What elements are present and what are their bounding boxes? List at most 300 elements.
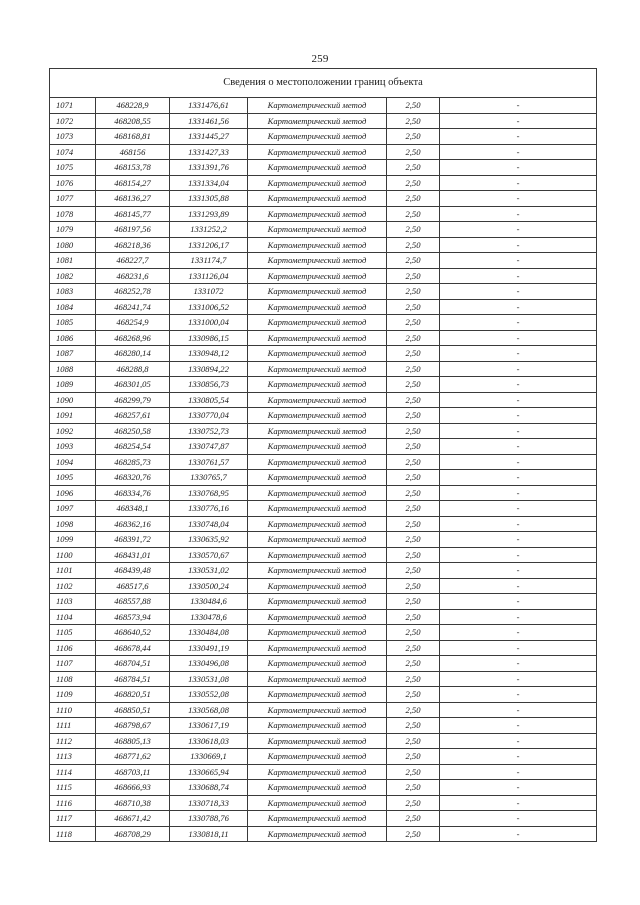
method-cell: Картометрический метод bbox=[248, 237, 387, 253]
table-row bbox=[50, 563, 597, 579]
point-number-cell: 1097 bbox=[50, 501, 96, 517]
x-coordinate-cell: 468136,27 bbox=[96, 191, 170, 207]
y-coordinate-cell: 1331391,76 bbox=[170, 160, 248, 176]
accuracy-cell: 2,50 bbox=[387, 826, 440, 842]
note-cell: - bbox=[440, 439, 597, 455]
point-number-cell: 1085 bbox=[50, 315, 96, 331]
table-row bbox=[50, 826, 597, 842]
method-cell: Картометрический метод bbox=[248, 702, 387, 718]
table-row bbox=[50, 191, 597, 207]
y-coordinate-cell: 1331334,04 bbox=[170, 175, 248, 191]
x-coordinate-cell: 468288,8 bbox=[96, 361, 170, 377]
y-coordinate-cell: 1330500,24 bbox=[170, 578, 248, 594]
page-number: 259 bbox=[311, 53, 329, 65]
table-row bbox=[50, 532, 597, 548]
table-row bbox=[50, 377, 597, 393]
accuracy-cell: 2,50 bbox=[387, 284, 440, 300]
y-coordinate-cell: 1331006,52 bbox=[170, 299, 248, 315]
point-number-cell: 1117 bbox=[50, 811, 96, 827]
x-coordinate-cell: 468320,76 bbox=[96, 470, 170, 486]
table-row bbox=[50, 299, 597, 315]
y-coordinate-cell: 1331445,27 bbox=[170, 129, 248, 145]
point-number-cell: 1111 bbox=[50, 718, 96, 734]
note-cell: - bbox=[440, 811, 597, 827]
point-number-cell: 1102 bbox=[50, 578, 96, 594]
accuracy-cell: 2,50 bbox=[387, 485, 440, 501]
x-coordinate-cell: 468431,01 bbox=[96, 547, 170, 563]
point-number-cell: 1103 bbox=[50, 594, 96, 610]
y-coordinate-cell: 1330761,57 bbox=[170, 454, 248, 470]
method-cell: Картометрический метод bbox=[248, 609, 387, 625]
accuracy-cell: 2,50 bbox=[387, 299, 440, 315]
note-cell: - bbox=[440, 749, 597, 765]
accuracy-cell: 2,50 bbox=[387, 315, 440, 331]
point-number-cell: 1106 bbox=[50, 640, 96, 656]
y-coordinate-cell: 1331174,7 bbox=[170, 253, 248, 269]
point-number-cell: 1075 bbox=[50, 160, 96, 176]
table-row bbox=[50, 361, 597, 377]
y-coordinate-cell: 1330765,7 bbox=[170, 470, 248, 486]
method-cell: Картометрический метод bbox=[248, 656, 387, 672]
accuracy-cell: 2,50 bbox=[387, 439, 440, 455]
method-cell: Картометрический метод bbox=[248, 361, 387, 377]
method-cell: Картометрический метод bbox=[248, 578, 387, 594]
y-coordinate-cell: 1330552,08 bbox=[170, 687, 248, 703]
point-number-cell: 1092 bbox=[50, 423, 96, 439]
point-number-cell: 1113 bbox=[50, 749, 96, 765]
accuracy-cell: 2,50 bbox=[387, 516, 440, 532]
note-cell: - bbox=[440, 687, 597, 703]
point-number-cell: 1077 bbox=[50, 191, 96, 207]
method-cell: Картометрический метод bbox=[248, 315, 387, 331]
method-cell: Картометрический метод bbox=[248, 377, 387, 393]
point-number-cell: 1079 bbox=[50, 222, 96, 238]
table-title: Сведения о местоположении границ объекта bbox=[50, 69, 597, 98]
y-coordinate-cell: 1330718,33 bbox=[170, 795, 248, 811]
x-coordinate-cell: 468362,16 bbox=[96, 516, 170, 532]
note-cell: - bbox=[440, 98, 597, 114]
x-coordinate-cell: 468153,78 bbox=[96, 160, 170, 176]
method-cell: Картометрический метод bbox=[248, 175, 387, 191]
y-coordinate-cell: 1331072 bbox=[170, 284, 248, 300]
method-cell: Картометрический метод bbox=[248, 346, 387, 362]
accuracy-cell: 2,50 bbox=[387, 361, 440, 377]
table-row bbox=[50, 625, 597, 641]
note-cell: - bbox=[440, 268, 597, 284]
table-row bbox=[50, 346, 597, 362]
method-cell: Картометрический метод bbox=[248, 625, 387, 641]
point-number-cell: 1118 bbox=[50, 826, 96, 842]
method-cell: Картометрический метод bbox=[248, 330, 387, 346]
point-number-cell: 1101 bbox=[50, 563, 96, 579]
table-row bbox=[50, 640, 597, 656]
y-coordinate-cell: 1331000,04 bbox=[170, 315, 248, 331]
note-cell: - bbox=[440, 299, 597, 315]
note-cell: - bbox=[440, 532, 597, 548]
accuracy-cell: 2,50 bbox=[387, 253, 440, 269]
point-number-cell: 1081 bbox=[50, 253, 96, 269]
point-number-cell: 1087 bbox=[50, 346, 96, 362]
table-row bbox=[50, 702, 597, 718]
table-row bbox=[50, 749, 597, 765]
point-number-cell: 1116 bbox=[50, 795, 96, 811]
note-cell: - bbox=[440, 222, 597, 238]
method-cell: Картометрический метод bbox=[248, 547, 387, 563]
note-cell: - bbox=[440, 423, 597, 439]
x-coordinate-cell: 468820,51 bbox=[96, 687, 170, 703]
table-row bbox=[50, 733, 597, 749]
note-cell: - bbox=[440, 578, 597, 594]
x-coordinate-cell: 468798,67 bbox=[96, 718, 170, 734]
table-row bbox=[50, 129, 597, 145]
note-cell: - bbox=[440, 113, 597, 129]
accuracy-cell: 2,50 bbox=[387, 749, 440, 765]
x-coordinate-cell: 468557,88 bbox=[96, 594, 170, 610]
note-cell: - bbox=[440, 144, 597, 160]
y-coordinate-cell: 1331293,89 bbox=[170, 206, 248, 222]
accuracy-cell: 2,50 bbox=[387, 547, 440, 563]
table-row bbox=[50, 175, 597, 191]
method-cell: Картометрический метод bbox=[248, 501, 387, 517]
table-row bbox=[50, 253, 597, 269]
point-number-cell: 1112 bbox=[50, 733, 96, 749]
note-cell: - bbox=[440, 547, 597, 563]
point-number-cell: 1104 bbox=[50, 609, 96, 625]
point-number-cell: 1115 bbox=[50, 780, 96, 796]
note-cell: - bbox=[440, 237, 597, 253]
accuracy-cell: 2,50 bbox=[387, 811, 440, 827]
note-cell: - bbox=[440, 470, 597, 486]
point-number-cell: 1109 bbox=[50, 687, 96, 703]
method-cell: Картометрический метод bbox=[248, 408, 387, 424]
accuracy-cell: 2,50 bbox=[387, 656, 440, 672]
point-number-cell: 1093 bbox=[50, 439, 96, 455]
accuracy-cell: 2,50 bbox=[387, 160, 440, 176]
y-coordinate-cell: 1330531,08 bbox=[170, 671, 248, 687]
method-cell: Картометрический метод bbox=[248, 687, 387, 703]
note-cell: - bbox=[440, 361, 597, 377]
table-row bbox=[50, 516, 597, 532]
y-coordinate-cell: 1330788,76 bbox=[170, 811, 248, 827]
accuracy-cell: 2,50 bbox=[387, 423, 440, 439]
method-cell: Картометрический метод bbox=[248, 516, 387, 532]
point-number-cell: 1082 bbox=[50, 268, 96, 284]
x-coordinate-cell: 468439,48 bbox=[96, 563, 170, 579]
note-cell: - bbox=[440, 377, 597, 393]
method-cell: Картометрический метод bbox=[248, 206, 387, 222]
x-coordinate-cell: 468640,52 bbox=[96, 625, 170, 641]
table-row bbox=[50, 470, 597, 486]
y-coordinate-cell: 1330986,15 bbox=[170, 330, 248, 346]
method-cell: Картометрический метод bbox=[248, 733, 387, 749]
note-cell: - bbox=[440, 609, 597, 625]
y-coordinate-cell: 1330768,95 bbox=[170, 485, 248, 501]
y-coordinate-cell: 1330856,73 bbox=[170, 377, 248, 393]
y-coordinate-cell: 1330894,22 bbox=[170, 361, 248, 377]
y-coordinate-cell: 1330747,87 bbox=[170, 439, 248, 455]
point-number-cell: 1090 bbox=[50, 392, 96, 408]
table-row bbox=[50, 780, 597, 796]
table-row bbox=[50, 485, 597, 501]
x-coordinate-cell: 468704,51 bbox=[96, 656, 170, 672]
point-number-cell: 1095 bbox=[50, 470, 96, 486]
method-cell: Картометрический метод bbox=[248, 439, 387, 455]
x-coordinate-cell: 468666,93 bbox=[96, 780, 170, 796]
x-coordinate-cell: 468197,56 bbox=[96, 222, 170, 238]
x-coordinate-cell: 468703,11 bbox=[96, 764, 170, 780]
x-coordinate-cell: 468573,94 bbox=[96, 609, 170, 625]
note-cell: - bbox=[440, 501, 597, 517]
table-row bbox=[50, 160, 597, 176]
table-row bbox=[50, 439, 597, 455]
accuracy-cell: 2,50 bbox=[387, 563, 440, 579]
x-coordinate-cell: 468154,27 bbox=[96, 175, 170, 191]
x-coordinate-cell: 468257,61 bbox=[96, 408, 170, 424]
table-row bbox=[50, 578, 597, 594]
point-number-cell: 1098 bbox=[50, 516, 96, 532]
x-coordinate-cell: 468850,51 bbox=[96, 702, 170, 718]
accuracy-cell: 2,50 bbox=[387, 408, 440, 424]
y-coordinate-cell: 1330484,08 bbox=[170, 625, 248, 641]
accuracy-cell: 2,50 bbox=[387, 113, 440, 129]
accuracy-cell: 2,50 bbox=[387, 640, 440, 656]
point-number-cell: 1086 bbox=[50, 330, 96, 346]
table-row bbox=[50, 315, 597, 331]
table-row bbox=[50, 268, 597, 284]
y-coordinate-cell: 1331476,61 bbox=[170, 98, 248, 114]
note-cell: - bbox=[440, 594, 597, 610]
method-cell: Картометрический метод bbox=[248, 780, 387, 796]
note-cell: - bbox=[440, 563, 597, 579]
accuracy-cell: 2,50 bbox=[387, 718, 440, 734]
note-cell: - bbox=[440, 284, 597, 300]
table-row bbox=[50, 454, 597, 470]
note-cell: - bbox=[440, 764, 597, 780]
point-number-cell: 1084 bbox=[50, 299, 96, 315]
x-coordinate-cell: 468805,13 bbox=[96, 733, 170, 749]
accuracy-cell: 2,50 bbox=[387, 175, 440, 191]
x-coordinate-cell: 468145,77 bbox=[96, 206, 170, 222]
point-number-cell: 1089 bbox=[50, 377, 96, 393]
y-coordinate-cell: 1330665,94 bbox=[170, 764, 248, 780]
note-cell: - bbox=[440, 516, 597, 532]
x-coordinate-cell: 468218,36 bbox=[96, 237, 170, 253]
method-cell: Картометрический метод bbox=[248, 113, 387, 129]
table-row bbox=[50, 423, 597, 439]
boundary-coordinates-table bbox=[49, 68, 597, 842]
x-coordinate-cell: 468671,42 bbox=[96, 811, 170, 827]
y-coordinate-cell: 1330618,03 bbox=[170, 733, 248, 749]
table-row bbox=[50, 408, 597, 424]
table-row bbox=[50, 113, 597, 129]
x-coordinate-cell: 468254,54 bbox=[96, 439, 170, 455]
y-coordinate-cell: 1331252,2 bbox=[170, 222, 248, 238]
x-coordinate-cell: 468227,7 bbox=[96, 253, 170, 269]
method-cell: Картометрический метод bbox=[248, 454, 387, 470]
point-number-cell: 1110 bbox=[50, 702, 96, 718]
y-coordinate-cell: 1330617,19 bbox=[170, 718, 248, 734]
note-cell: - bbox=[440, 733, 597, 749]
note-cell: - bbox=[440, 826, 597, 842]
y-coordinate-cell: 1331461,56 bbox=[170, 113, 248, 129]
x-coordinate-cell: 468334,76 bbox=[96, 485, 170, 501]
point-number-cell: 1073 bbox=[50, 129, 96, 145]
table-row bbox=[50, 547, 597, 563]
note-cell: - bbox=[440, 253, 597, 269]
table-row bbox=[50, 501, 597, 517]
x-coordinate-cell: 468250,58 bbox=[96, 423, 170, 439]
note-cell: - bbox=[440, 408, 597, 424]
method-cell: Картометрический метод bbox=[248, 485, 387, 501]
table-row bbox=[50, 795, 597, 811]
note-cell: - bbox=[440, 330, 597, 346]
x-coordinate-cell: 468301,05 bbox=[96, 377, 170, 393]
x-coordinate-cell: 468348,1 bbox=[96, 501, 170, 517]
method-cell: Картометрический метод bbox=[248, 129, 387, 145]
table-row bbox=[50, 609, 597, 625]
table-row bbox=[50, 764, 597, 780]
accuracy-cell: 2,50 bbox=[387, 764, 440, 780]
note-cell: - bbox=[440, 206, 597, 222]
accuracy-cell: 2,50 bbox=[387, 268, 440, 284]
point-number-cell: 1108 bbox=[50, 671, 96, 687]
accuracy-cell: 2,50 bbox=[387, 671, 440, 687]
note-cell: - bbox=[440, 702, 597, 718]
accuracy-cell: 2,50 bbox=[387, 594, 440, 610]
y-coordinate-cell: 1330531,02 bbox=[170, 563, 248, 579]
y-coordinate-cell: 1330635,92 bbox=[170, 532, 248, 548]
note-cell: - bbox=[440, 485, 597, 501]
accuracy-cell: 2,50 bbox=[387, 687, 440, 703]
note-cell: - bbox=[440, 191, 597, 207]
point-number-cell: 1072 bbox=[50, 113, 96, 129]
note-cell: - bbox=[440, 175, 597, 191]
y-coordinate-cell: 1331305,88 bbox=[170, 191, 248, 207]
x-coordinate-cell: 468252,78 bbox=[96, 284, 170, 300]
point-number-cell: 1094 bbox=[50, 454, 96, 470]
point-number-cell: 1114 bbox=[50, 764, 96, 780]
y-coordinate-cell: 1330484,6 bbox=[170, 594, 248, 610]
table-row bbox=[50, 284, 597, 300]
method-cell: Картометрический метод bbox=[248, 718, 387, 734]
note-cell: - bbox=[440, 625, 597, 641]
note-cell: - bbox=[440, 454, 597, 470]
method-cell: Картометрический метод bbox=[248, 253, 387, 269]
accuracy-cell: 2,50 bbox=[387, 346, 440, 362]
table-row bbox=[50, 222, 597, 238]
note-cell: - bbox=[440, 392, 597, 408]
x-coordinate-cell: 468241,74 bbox=[96, 299, 170, 315]
accuracy-cell: 2,50 bbox=[387, 144, 440, 160]
method-cell: Картометрический метод bbox=[248, 563, 387, 579]
table-row bbox=[50, 671, 597, 687]
accuracy-cell: 2,50 bbox=[387, 222, 440, 238]
x-coordinate-cell: 468168,81 bbox=[96, 129, 170, 145]
note-cell: - bbox=[440, 640, 597, 656]
accuracy-cell: 2,50 bbox=[387, 330, 440, 346]
point-number-cell: 1076 bbox=[50, 175, 96, 191]
method-cell: Картометрический метод bbox=[248, 532, 387, 548]
x-coordinate-cell: 468784,51 bbox=[96, 671, 170, 687]
x-coordinate-cell: 468710,38 bbox=[96, 795, 170, 811]
table-row bbox=[50, 811, 597, 827]
x-coordinate-cell: 468208,55 bbox=[96, 113, 170, 129]
method-cell: Картометрический метод bbox=[248, 764, 387, 780]
table-title-row bbox=[50, 69, 597, 98]
note-cell: - bbox=[440, 718, 597, 734]
y-coordinate-cell: 1331126,04 bbox=[170, 268, 248, 284]
x-coordinate-cell: 468678,44 bbox=[96, 640, 170, 656]
method-cell: Картометрический метод bbox=[248, 423, 387, 439]
accuracy-cell: 2,50 bbox=[387, 501, 440, 517]
point-number-cell: 1091 bbox=[50, 408, 96, 424]
method-cell: Картометрический метод bbox=[248, 826, 387, 842]
x-coordinate-cell: 468391,72 bbox=[96, 532, 170, 548]
accuracy-cell: 2,50 bbox=[387, 206, 440, 222]
accuracy-cell: 2,50 bbox=[387, 392, 440, 408]
point-number-cell: 1096 bbox=[50, 485, 96, 501]
point-number-cell: 1105 bbox=[50, 625, 96, 641]
note-cell: - bbox=[440, 656, 597, 672]
accuracy-cell: 2,50 bbox=[387, 470, 440, 486]
method-cell: Картометрический метод bbox=[248, 640, 387, 656]
x-coordinate-cell: 468228,9 bbox=[96, 98, 170, 114]
accuracy-cell: 2,50 bbox=[387, 609, 440, 625]
table-row bbox=[50, 206, 597, 222]
method-cell: Картометрический метод bbox=[248, 268, 387, 284]
y-coordinate-cell: 1330491,19 bbox=[170, 640, 248, 656]
method-cell: Картометрический метод bbox=[248, 160, 387, 176]
y-coordinate-cell: 1330818,11 bbox=[170, 826, 248, 842]
y-coordinate-cell: 1330478,6 bbox=[170, 609, 248, 625]
method-cell: Картометрический метод bbox=[248, 392, 387, 408]
y-coordinate-cell: 1330948,12 bbox=[170, 346, 248, 362]
y-coordinate-cell: 1330776,16 bbox=[170, 501, 248, 517]
point-number-cell: 1107 bbox=[50, 656, 96, 672]
method-cell: Картометрический метод bbox=[248, 191, 387, 207]
method-cell: Картометрический метод bbox=[248, 144, 387, 160]
accuracy-cell: 2,50 bbox=[387, 129, 440, 145]
method-cell: Картометрический метод bbox=[248, 98, 387, 114]
table-row bbox=[50, 718, 597, 734]
table-row bbox=[50, 98, 597, 114]
point-number-cell: 1083 bbox=[50, 284, 96, 300]
accuracy-cell: 2,50 bbox=[387, 625, 440, 641]
note-cell: - bbox=[440, 780, 597, 796]
point-number-cell: 1071 bbox=[50, 98, 96, 114]
point-number-cell: 1078 bbox=[50, 206, 96, 222]
accuracy-cell: 2,50 bbox=[387, 532, 440, 548]
accuracy-cell: 2,50 bbox=[387, 702, 440, 718]
method-cell: Картометрический метод bbox=[248, 811, 387, 827]
y-coordinate-cell: 1330805,54 bbox=[170, 392, 248, 408]
x-coordinate-cell: 468231,6 bbox=[96, 268, 170, 284]
note-cell: - bbox=[440, 671, 597, 687]
method-cell: Картометрический метод bbox=[248, 671, 387, 687]
accuracy-cell: 2,50 bbox=[387, 98, 440, 114]
method-cell: Картометрический метод bbox=[248, 749, 387, 765]
method-cell: Картометрический метод bbox=[248, 284, 387, 300]
accuracy-cell: 2,50 bbox=[387, 377, 440, 393]
accuracy-cell: 2,50 bbox=[387, 578, 440, 594]
table-row bbox=[50, 687, 597, 703]
x-coordinate-cell: 468771,62 bbox=[96, 749, 170, 765]
y-coordinate-cell: 1331427,33 bbox=[170, 144, 248, 160]
x-coordinate-cell: 468517,6 bbox=[96, 578, 170, 594]
x-coordinate-cell: 468280,14 bbox=[96, 346, 170, 362]
x-coordinate-cell: 468299,79 bbox=[96, 392, 170, 408]
y-coordinate-cell: 1330570,67 bbox=[170, 547, 248, 563]
